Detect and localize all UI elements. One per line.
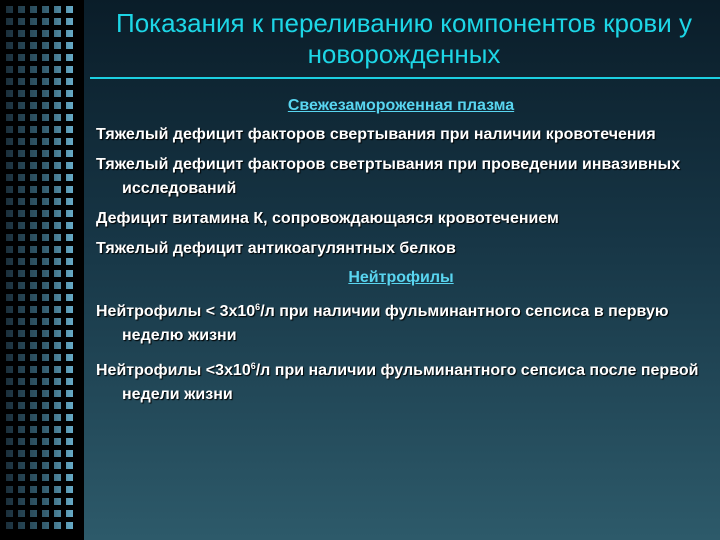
list-item: Дефицит витамина К, сопровождающаяся кровотечением [96, 210, 559, 227]
decorative-side-strip [0, 0, 84, 540]
list-item-text-start: Нейтрофилы < 3х10 [96, 303, 256, 320]
slide-content [96, 95, 706, 413]
list-item: Тяжелый дефицит факторов свертывания при наличии кровотечения [96, 126, 656, 143]
decorative-square-grid [6, 6, 78, 534]
section-heading-neutrophils: Нейтрофилы [348, 269, 454, 286]
list-item: Тяжелый дефицит факторов светртывания при проведении инвазивных исследований [96, 156, 681, 197]
superscript: 6 [250, 361, 256, 371]
list-item [96, 295, 706, 348]
title-divider [90, 77, 720, 79]
section-heading-plasma: Свежезамороженная плазма [287, 97, 515, 114]
list-item-text-end: /л при наличии фульминантного сепсиса в первую неделю жизни [122, 303, 669, 344]
list-item-text-end: /л при наличии фульминантного сепсиса после первой недели жизни [122, 362, 699, 403]
superscript: 6 [255, 302, 261, 312]
list-item [96, 354, 706, 407]
list-item-text-start: Нейтрофилы <3х10 [96, 362, 251, 379]
slide-title: Показания к переливанию компонентов крови у новорожденных [116, 8, 692, 69]
list-item: Тяжелый дефицит антикоагулянтных белков [96, 240, 456, 257]
